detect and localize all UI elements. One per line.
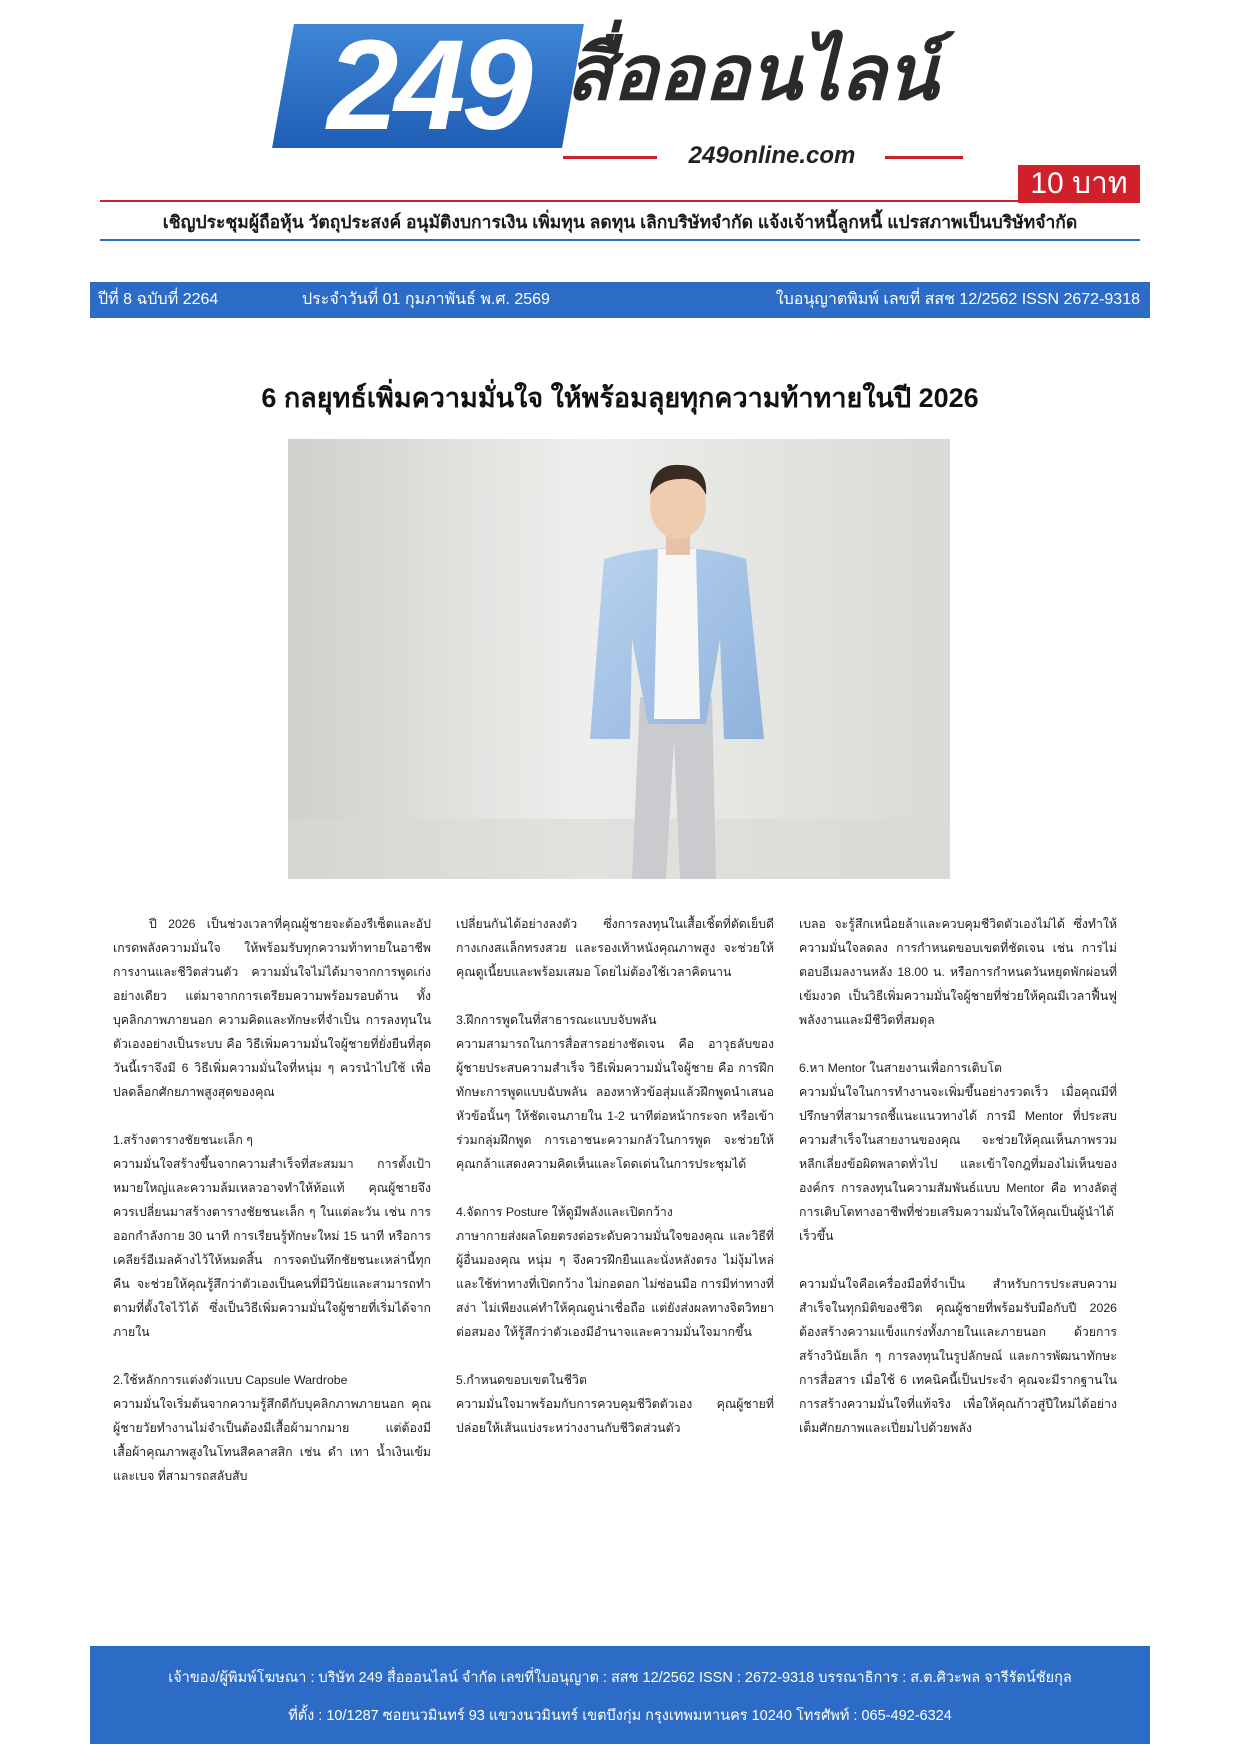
article-column-3 — [799, 912, 1117, 1502]
price-badge: 10 บาท — [1018, 165, 1140, 203]
article-paragraph: ปี 2026 เป็นช่วงเวลาที่คุณผู้ชายจะต้องรีเซ็ตและอัปเกรดพลังความมั่นใจ ให้พร้อมรับทุกความท้าทายในอาชีพการงานและชีวิตส่วนตัว ความมั่นใจไม่ได้มาจากการพูดเก่งอย่างเดียว แต่มาจากการเตรียมความพร้อมรอบด้าน ทั้งบุคลิกภาพภายนอก ความคิดและทักษะที่จำเป็น การลงทุนในตัวเองอย่างเป็นระบบ คือ วิธีเพิ่มความมั่นใจผู้ชายที่ยั่งยืนที่สุด วันนี้เราจึงมี 6 วิธีเพิ่มความมั่นใจที่หนุ่ม ๆ ควรนำไปใช้ เพื่อปลดล็อกศักยภาพสูงสุดของคุณ — [113, 917, 431, 1099]
logo-number-block — [272, 14, 584, 157]
logo-number: 249 — [327, 14, 529, 157]
logo-divider-left — [563, 156, 657, 159]
article-section-2: 2.ใช้หลักการแต่งตัวแบบ Capsule Wardrobe ความมั่นใจเริ่มต้นจากความรู้สึกดีกับบุคลิกภาพภายนอก คุณผู้ชายวัยทำงานไม่จำเป็นต้องมีเสื้อผ้ามากมาย แต่ต้องมีเสื้อผ้าคุณภาพสูงในโทนสีคลาสสิก เช่น ดำ เทา น้ำเงินเข้ม และเบจ ที่สามารถสลับสับ — [113, 1373, 431, 1483]
footer-address: ที่ตั้ง : 10/1287 ซอยนวมินทร์ 93 แขวงนวมินทร์ เขตบึงกุ่ม กรุงเทพมหานคร 10240 โทรศัพท์ : 065-492-6324 — [288, 1708, 952, 1724]
footer-publisher: เจ้าของ/ผู้พิมพ์โฆษณา : บริษัท 249 สื่อออนไลน์ จำกัด เลขที่ใบอนุญาต : สสช 12/2562 ISSN : 2672-9318 บรรณาธิการ : ส.ต.ศิวะพล จารีรัตน์ชัยกุล — [168, 1670, 1072, 1686]
article-section-4: 4.จัดการ Posture ให้ดูมีพลังและเปิดกว้าง ภาษากายส่งผลโดยตรงต่อระดับความมั่นใจของคุณ และวิธีที่ผู้อื่นมองคุณ หนุ่ม ๆ จึงควรฝึกยืนและนั่งหลังตรง ไม่งุ้มไหล่ และใช้ท่าทางที่เปิดกว้าง ไม่กอดอก ไม่ซ่อนมือ การมีท่าทางที่สง่า ไม่เพียงแค่ทำให้คุณดูน่าเชื่อถือ แต่ยังส่งผลทางจิตวิทยาต่อสมอง ให้รู้สึกว่าตัวเองมีอำนาจและความมั่นใจมากขึ้น — [456, 1205, 774, 1339]
issue-bar — [90, 282, 1150, 318]
article-headline: 6 กลยุทธ์เพิ่มความมั่นใจ ให้พร้อมลุยทุกความท้าทายในปี 2026 — [261, 383, 979, 413]
logo-divider-right — [885, 156, 963, 159]
license-number: ใบอนุญาตพิมพ์ เลขที่ สสช 12/2562 ISSN 2672-9318 — [775, 291, 1140, 308]
logo-thai-text: สื่อออนไลน์ — [566, 31, 939, 116]
services-tagline: เชิญประชุมผู้ถือหุ้น วัตถุประสงค์ อนุมัติงบการเงิน เพิ่มทุน ลดทุน เลิกบริษัทจำกัด แจ้งเจ้าหนี้ลูกหนี้ แปรสภาพเป็นบริษัทจำกัด — [162, 212, 1078, 232]
masthead-blue-rule — [100, 239, 1140, 241]
issue-date: ประจำวันที่ 01 กุมภาพันธ์ พ.ศ. 2569 — [302, 291, 550, 308]
article-paragraph: เปลี่ยนกันได้อย่างลงตัว ซึ่งการลงทุนในเสื้อเชิ้ตที่ตัดเย็บดี กางเกงสแล็กทรงสวย และรองเท้าหนังคุณภาพสูง จะช่วยให้คุณดูเนี้ยบและพร้อมเสมอ โดยไม่ต้องใช้เวลาคิดนาน — [456, 917, 774, 979]
article-paragraph: เบลอ จะรู้สึกเหนื่อยล้าและควบคุมชีวิตตัวเองไม่ได้ ซึ่งทำให้ความมั่นใจลดลง การกำหนดขอบเขตที่ชัดเจน เช่น การไม่ตอบอีเมลงานหลัง 18.00 น. หรือการกำหนดวันหยุดพักผ่อนที่เข้มงวด เป็นวิธีเพิ่มความมั่นใจผู้ชายที่ช่วยให้คุณมีเวลาฟื้นฟูพลังงานและมีชีวิตที่สมดุล — [799, 917, 1117, 1027]
article-conclusion: ความมั่นใจคือเครื่องมือที่จำเป็น สำหรับการประสบความสำเร็จในทุกมิติของชีวิต คุณผู้ชายที่พร้อมรับมือกับปี 2026 ต้องสร้างความแข็งแกร่งทั้งภายในและภายนอก ด้วยการสร้างวินัยเล็ก ๆ การลงทุนในรูปลักษณ์ และการพัฒนาทักษะการสื่อสาร เมื่อใช้ 6 เทคนิคนี้เป็นประจำ คุณจะมีรากฐานในการสร้างความมั่นใจที่แท้จริง เพื่อให้คุณก้าวสู่ปีใหม่ได้อย่างเต็มศักยภาพและเปี่ยมไปด้วยพลัง — [799, 1277, 1117, 1435]
article-section-5: 5.กำหนดขอบเขตในชีวิต ความมั่นใจมาพร้อมกับการควบคุมชีวิตตัวเอง คุณผู้ชายที่ปล่อยให้เส้นแบ่งระหว่างงานกับชีวิตส่วนตัว — [456, 1373, 774, 1435]
article-section-3: 3.ฝึกการพูดในที่สาธารณะแบบจับพลัน ความสามารถในการสื่อสารอย่างชัดเจน คือ อาวุธลับของผู้ชายประสบความสำเร็จ วิธีเพิ่มความมั่นใจผู้ชาย คือ การฝึกทักษะการพูดแบบฉับพลัน ลองหาหัวข้อสุ่มแล้วฝึกพูดนำเสนอหัวข้อนั้นๆ ให้ชัดเจนภายใน 1-2 นาทีต่อหน้ากระจก หรือเข้าร่วมกลุ่มฝึกพูด การเอาชนะความกลัวในการพูด จะช่วยให้คุณกล้าแสดงความคิดเห็นและโดดเด่นในการประชุมได้ — [456, 1013, 774, 1171]
article-section-6: 6.หา Mentor ในสายงานเพื่อการเติบโต ความมั่นใจในการทำงานจะเพิ่มขึ้นอย่างรวดเร็ว เมื่อคุณมีที่ปรึกษาที่สามารถชี้แนะแนวทางได้ การมี Mentor ที่ประสบความสำเร็จในสายงานของคุณ จะช่วยให้คุณเห็นภาพรวม หลีกเลี่ยงข้อผิดพลาดทั่วไป และเข้าใจกฎที่มองไม่เห็นขององค์กร การลงทุนในความสัมพันธ์แบบ Mentor คือ ทางลัดสู่การเติบโตทางอาชีพที่ช่วยเสริมความมั่นใจให้คุณเป็นผู้นำได้เร็วขึ้น — [799, 1061, 1117, 1243]
article-column-2 — [456, 912, 774, 1502]
article-photo — [288, 439, 950, 879]
logo-domain: 249online.com — [688, 142, 856, 169]
issue-number: ปีที่ 8 ฉบับที่ 2264 — [98, 291, 219, 308]
footer — [90, 1646, 1150, 1744]
masthead-red-rule — [100, 200, 1020, 202]
article-column-1 — [113, 912, 431, 1502]
article-section-1: 1.สร้างตารางชัยชนะเล็ก ๆ ความมั่นใจสร้างขึ้นจากความสำเร็จที่สะสมมา การตั้งเป้าหมายใหญ่และความล้มเหลวอาจทำให้ท้อแท้ คุณผู้ชายจึงควรเปลี่ยนมาสร้างตารางชัยชนะเล็ก ๆ ในแต่ละวัน เช่น การออกกำลังกาย 30 นาที การเรียนรู้ทักษะใหม่ 15 นาที หรือการเคลียร์อีเมลค้างไว้ให้หมดสิ้น การจดบันทึกชัยชนะเหล่านี้ทุกคืน จะช่วยให้คุณรู้สึกว่าตัวเองเป็นคนที่มีวินัยและสามารถทำตามที่ตั้งใจไว้ได้ ซึ่งเป็นวิธีเพิ่มความมั่นใจผู้ชายที่เริ่มได้จากภายใน — [113, 1133, 431, 1339]
